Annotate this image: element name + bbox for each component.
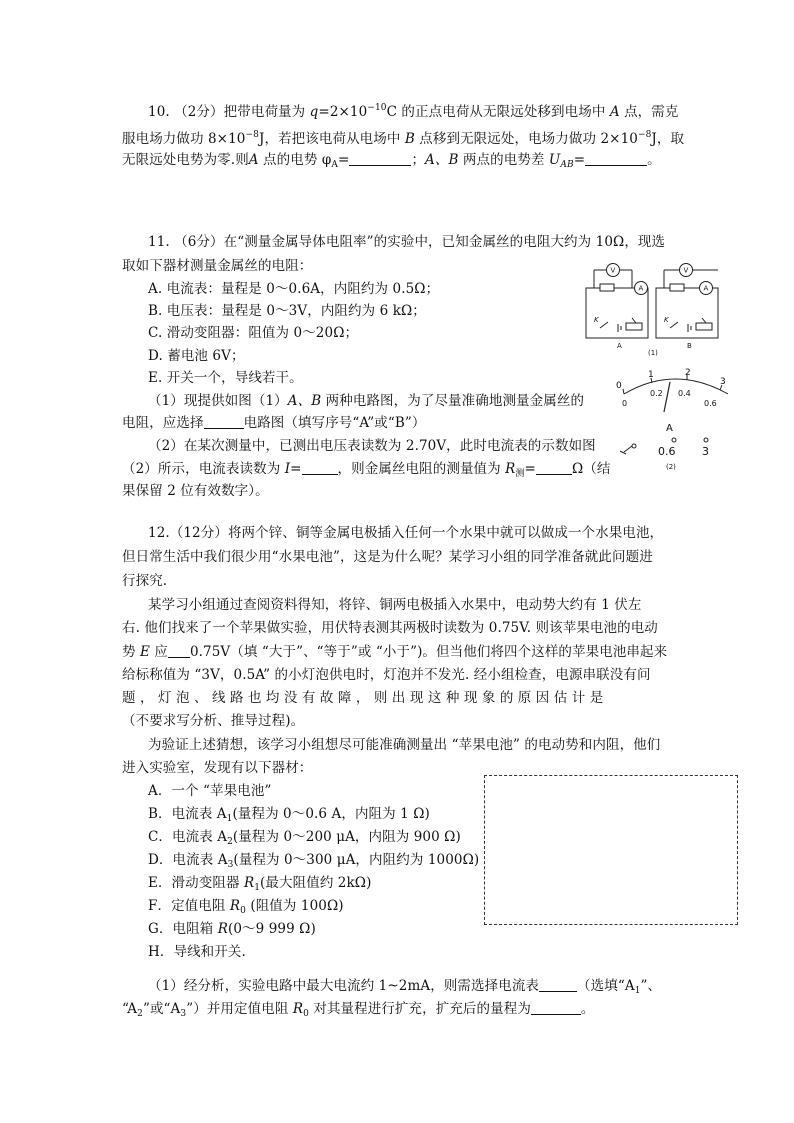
q12-text: B．电流表 A — [148, 806, 227, 822]
q12-text: 应 — [149, 644, 168, 660]
q11-line-2: 取如下器材测量金属丝的电阻： — [122, 258, 313, 274]
q12-line-5: 右. 他们找来了一个苹果做实验，用伏特表测其两极时读数为 0.75V. 则该苹果电池的电动 — [122, 620, 658, 636]
terminal-label: 0.6 — [658, 445, 676, 458]
q11-subscript: 测 — [515, 469, 525, 479]
q12-item-c — [148, 828, 461, 851]
q12-text: E．滑动变阻器 — [148, 875, 244, 891]
q12-part1-line-1 — [148, 977, 661, 1000]
q11-option-e: E. 开关一个，导线若干。 — [148, 370, 303, 386]
q12-text: 。 — [580, 1001, 595, 1017]
q12-subscript: 1 — [634, 986, 641, 996]
q11-text: （2）所示，电流表读数为 — [122, 461, 285, 477]
dial-outer-tick: 3 — [720, 377, 726, 387]
dial-arc — [624, 379, 728, 394]
dial-inner-tick: 0.2 — [650, 389, 663, 398]
q11-text: I — [284, 461, 291, 477]
q12-text: (阻值为 100Ω) — [245, 898, 344, 914]
q10-line-2 — [122, 126, 684, 148]
q12-text: R — [217, 921, 228, 937]
rheostat-icon — [626, 323, 642, 330]
q12-text: ”或“A — [142, 1001, 181, 1017]
q11-text: （1）现提供如图（1） — [148, 393, 288, 409]
q10-text: 无限远处电势为零.则 — [122, 152, 249, 168]
q12-text: R — [292, 1001, 304, 1017]
q10-text: 点移到无限远处，电场力做功 2×10 — [414, 131, 638, 147]
q12-subscript: 2 — [137, 1009, 143, 1019]
q12-line-9: （不要求写分析、推导过程)。 — [122, 713, 305, 729]
q12-text: R — [229, 898, 241, 914]
q10-text: 点，需克 — [619, 104, 679, 120]
voltmeter-label: V — [683, 266, 689, 275]
q11-text: 两种电路图，为了尽量准确地测量金属丝的 — [321, 393, 585, 409]
answer-blank-potential-a[interactable] — [349, 153, 411, 166]
q10-text: 10. （2分）把带电荷量为 — [148, 104, 310, 120]
q10-text: U — [548, 152, 561, 168]
q12-item-b — [148, 805, 430, 828]
q12-text: (最大阻值约 2kΩ) — [260, 875, 372, 891]
q10-text: 点的电势 φ — [258, 152, 332, 168]
q12-text: (量程为 0～200 μA，内阻为 900 Ω) — [232, 829, 461, 845]
q10-text: =2×10 — [318, 104, 368, 120]
answer-blank-emf-compare[interactable] — [168, 645, 190, 658]
dial-outer-tick: 0 — [616, 381, 622, 391]
q10-exponent: −8 — [637, 130, 652, 140]
figure-2-caption: (2) — [666, 463, 676, 471]
q10-text: ； — [411, 152, 426, 168]
q12-part1-line-2 — [122, 1000, 595, 1023]
q10-text: 两点的电势差 — [458, 152, 549, 168]
q11-text: = — [524, 461, 536, 477]
q11-option-a: A. 电流表：量程是 0～0.6A，内阻约为 0.5Ω； — [148, 281, 440, 297]
circuit-a-label: A — [617, 342, 622, 350]
q12-line-6 — [122, 643, 667, 661]
q10-subscript: A — [331, 160, 339, 170]
q10-text: 服电场力做功 8×10 — [122, 131, 246, 147]
q12-subscript: 0 — [240, 906, 246, 916]
q12-subscript: 3 — [180, 1009, 187, 1019]
dial-outer-tick: 1 — [648, 370, 654, 380]
q11-part2-line-1: （2）在某次测量中，已测出电压表读数为 2.70V，此时电流表的示数如图 — [148, 438, 596, 454]
q12-text: D．电流表 A — [148, 852, 228, 868]
q11-text: 电路图（填写序号“A”或“B”） — [243, 415, 426, 431]
q12-text: ”）并用定值电阻 — [186, 1001, 293, 1017]
answer-blank-circuit[interactable] — [204, 416, 244, 429]
q11-text: ，则金属丝电阻的测量值为 — [337, 461, 506, 477]
dial-needle — [664, 382, 670, 412]
q11-option-c: C. 滑动变阻器：阻值为 0～20Ω； — [148, 325, 359, 341]
answer-blank-ammeter-choice[interactable] — [539, 979, 577, 992]
answer-blank-current[interactable] — [302, 462, 338, 475]
q10-text: A、B — [425, 152, 459, 168]
q11-text: 电阻，应选择 — [122, 415, 204, 431]
switch-label: K — [594, 316, 599, 324]
q11-option-b: B. 电压表：量程是 0～3V，内阻约为 6 kΩ； — [148, 303, 426, 319]
q12-text: G．电阻箱 — [148, 921, 218, 937]
terminal-label: 3 — [702, 445, 709, 458]
q10-line-3 — [122, 151, 661, 174]
voltmeter-label: V — [610, 266, 616, 275]
q12-subscript: 1 — [254, 883, 261, 893]
q10-text: A — [248, 152, 259, 168]
q12-text: (0～9 999 Ω) — [227, 921, 316, 937]
q12-text: 势 — [122, 644, 140, 660]
q10-text: = — [338, 152, 350, 168]
q11-text: Ω（结 — [571, 461, 611, 477]
q12-item-d — [148, 851, 479, 874]
q12-subscript: 1 — [226, 814, 233, 824]
q12-subscript: 0 — [303, 1009, 309, 1019]
q10-text: A — [609, 104, 620, 120]
dial-inner-tick: 0.4 — [678, 389, 691, 398]
q12-line-3: 行探究. — [122, 573, 168, 589]
q12-text: C．电流表 A — [148, 829, 228, 845]
q12-text: 0.75V（填 “大于”、“等于”或 “小于”)。但当他们将四个这样的苹果电池串起来 — [189, 644, 668, 660]
answer-blank-resistance[interactable] — [536, 462, 572, 475]
q12-text: (量程为 0～0.6 A，内阻为 1 Ω) — [232, 806, 430, 822]
q12-line-7: 给标称值为 “3V，0.5A” 的小灯泡供电时，灯泡并不发光. 经小组检查，电源串联没有问 — [122, 667, 651, 683]
answer-blank-expanded-range[interactable] — [531, 1002, 581, 1015]
circuit-diagram-figure — [580, 262, 725, 358]
q12-text: E — [140, 644, 150, 660]
terminal-icon — [632, 444, 636, 448]
q10-text: J，若把该电荷从电场中 — [258, 131, 405, 147]
q12-item-a: A．一个 “苹果电池” — [148, 783, 272, 799]
q12-text: （选填“A — [577, 978, 635, 994]
q10-text: B — [404, 131, 415, 147]
q12-text: (量程为 0～300 μA，内阻约为 1000Ω) — [233, 852, 480, 868]
q12-line-1: 12.（12分）将两个锌、铜等金属电极插入任何一个水果中就可以做成一个水果电池， — [148, 525, 664, 541]
q12-line-10: 为验证上述猜想，该学习小组想尽可能准确测量出 “苹果电池” 的电动势和内阻，他们 — [148, 737, 661, 753]
q11-part1-line-2 — [122, 414, 426, 432]
q12-item-h: H．导线和开关. — [148, 944, 246, 960]
q11-option-d: D. 蓄电池 6V； — [148, 348, 245, 364]
q12-text: F．定值电阻 — [148, 898, 230, 914]
q10-text: = — [573, 152, 586, 168]
terminal-icon — [704, 438, 708, 442]
q12-text: R — [243, 875, 255, 891]
q11-part1-line-1 — [148, 392, 584, 410]
terminal-icon — [672, 438, 676, 442]
figure-1-caption: (1) — [648, 349, 658, 357]
q12-item-g — [148, 920, 316, 938]
q12-text: 对其量程进行扩充，扩充后的量程为 — [308, 1001, 531, 1017]
q10-line-1 — [148, 99, 678, 121]
q11-text: R — [505, 461, 516, 477]
ammeter-label: A — [638, 284, 644, 293]
q10-text: J，取 — [651, 131, 685, 147]
q10-exponent: −10 — [367, 103, 387, 113]
q10-text: C 的正点电荷从无限远处移到电场中 — [386, 104, 610, 120]
dial-inner-tick: 0.6 — [704, 399, 717, 408]
q12-text: （1）经分析，实验电路中最大电流约 1~2mA，则需选择电流表 — [148, 978, 540, 994]
dial-inner-tick: 0 — [622, 399, 628, 408]
q12-subscript: 3 — [227, 860, 234, 870]
q12-text: “A — [122, 1001, 138, 1017]
q10-text: 。 — [647, 152, 661, 168]
dial-outer-tick: 2 — [685, 368, 691, 378]
q10-subscript: AB — [560, 160, 574, 170]
q12-line-11: 进入实验室，发现有以下器材： — [122, 760, 313, 776]
q12-text: ”、 — [640, 978, 662, 994]
q11-text: A、B — [287, 393, 322, 409]
circuit-drawing-answer-box[interactable] — [484, 775, 738, 925]
q12-line-2: 但日常生活中我们很少用“水果电池”，这是为什么呢？某学习小组的同学准备就此问题进 — [122, 549, 653, 565]
q12-line-8: 题 ， 灯 泡 、 线 路 也 均 没 有 故 障 ， 则 出 现 这 种 现 象 的 原 因 估 计 是 — [122, 690, 604, 706]
q11-text: = — [290, 461, 302, 477]
circuit-b-label: B — [687, 342, 692, 350]
q12-line-4: 某学习小组通过查阅资料得知，将锌、铜两电极插入水果中，电动势大约有 1 伏左 — [148, 597, 642, 613]
switch-label: K — [664, 316, 669, 324]
q12-subscript: 2 — [227, 837, 233, 847]
q12-item-f — [148, 897, 344, 920]
q12-item-e — [148, 874, 371, 897]
q10-text: q — [309, 104, 319, 120]
rheostat-icon — [696, 323, 712, 330]
q11-part2-line-3: 果保留 2 位有效数字）。 — [122, 483, 269, 499]
ammeter-label: A — [703, 284, 709, 293]
dial-unit-label: A — [666, 423, 673, 434]
q11-line-1: 11. （6分）在“测量金属导体电阻率”的实验中，已知金属丝的电阻大约为 10Ω，现选 — [148, 234, 666, 250]
answer-blank-voltage-ab[interactable] — [585, 153, 647, 166]
q11-part2-line-2 — [122, 460, 610, 483]
ammeter-dial-figure — [612, 368, 738, 474]
q10-exponent: −8 — [245, 130, 259, 140]
